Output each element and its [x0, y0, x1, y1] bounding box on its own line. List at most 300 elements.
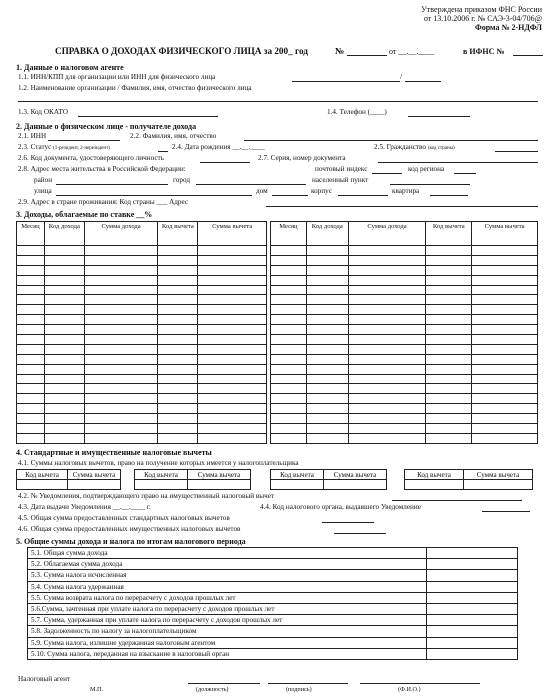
pair-value-cell[interactable] — [464, 480, 533, 490]
table-cell[interactable] — [44, 414, 84, 424]
table-cell[interactable] — [198, 325, 267, 335]
table-cell[interactable] — [348, 344, 426, 354]
table-cell[interactable] — [44, 246, 84, 256]
table-cell[interactable] — [44, 335, 84, 345]
standard-total-field[interactable] — [322, 522, 374, 523]
table-cell[interactable] — [306, 394, 348, 404]
table-cell[interactable] — [472, 275, 538, 285]
table-cell[interactable] — [426, 275, 472, 285]
table-cell[interactable] — [44, 424, 84, 434]
pair-value-cell[interactable] — [188, 480, 251, 490]
table-cell[interactable] — [158, 374, 198, 384]
pair-sum-label: Сумма вычета — [188, 470, 251, 480]
table-cell[interactable] — [426, 335, 472, 345]
table-cell[interactable] — [44, 265, 84, 275]
table-row — [271, 246, 538, 256]
table-cell[interactable] — [306, 305, 348, 315]
table-cell[interactable] — [306, 265, 348, 275]
signature-field[interactable] — [268, 683, 348, 684]
totals-table — [27, 547, 518, 660]
table-cell[interactable] — [271, 433, 307, 443]
totals-row-value[interactable] — [427, 548, 518, 559]
table-cell[interactable] — [17, 433, 45, 443]
table-cell[interactable] — [84, 344, 158, 354]
table-row — [271, 374, 538, 384]
table-cell[interactable] — [158, 315, 198, 325]
table-cell[interactable] — [158, 275, 198, 285]
table-cell[interactable] — [472, 384, 538, 394]
table-cell[interactable] — [306, 384, 348, 394]
table-cell[interactable] — [348, 305, 426, 315]
table-cell[interactable] — [44, 364, 84, 374]
table-cell[interactable] — [348, 335, 426, 345]
table-cell[interactable] — [426, 394, 472, 404]
table-cell[interactable] — [44, 285, 84, 295]
table-cell[interactable] — [84, 433, 158, 443]
table-cell[interactable] — [426, 374, 472, 384]
table-cell[interactable] — [472, 364, 538, 374]
table-cell[interactable] — [348, 295, 426, 305]
table-cell[interactable] — [84, 325, 158, 335]
table-cell[interactable] — [472, 424, 538, 434]
table-cell[interactable] — [472, 295, 538, 305]
table-cell[interactable] — [84, 246, 158, 256]
table-cell[interactable] — [17, 335, 45, 345]
table-cell[interactable] — [84, 394, 158, 404]
table-row — [271, 354, 538, 364]
fio-sign-field[interactable] — [360, 683, 480, 684]
table-cell[interactable] — [472, 374, 538, 384]
table-cell[interactable] — [84, 265, 158, 275]
kpp-field[interactable] — [405, 81, 441, 82]
table-cell[interactable] — [158, 305, 198, 315]
table-cell[interactable] — [426, 404, 472, 414]
table-cell[interactable] — [84, 335, 158, 345]
table-cell[interactable] — [306, 424, 348, 434]
table-cell[interactable] — [306, 255, 348, 265]
table-cell[interactable] — [348, 364, 426, 374]
table-cell[interactable] — [306, 414, 348, 424]
table-cell[interactable] — [306, 335, 348, 345]
line-2-4[interactable]: 2.4. Дата рождения __.__.____ — [172, 143, 265, 151]
table-cell[interactable] — [426, 433, 472, 443]
table-cell[interactable] — [84, 255, 158, 265]
table-row — [28, 626, 518, 637]
table-cell[interactable] — [306, 374, 348, 384]
table-cell[interactable] — [271, 325, 307, 335]
foreign-address-field[interactable] — [266, 206, 538, 207]
pair-value-cell[interactable] — [324, 480, 387, 490]
col-income-sum: Сумма дохода — [84, 222, 158, 246]
position-field[interactable] — [188, 683, 260, 684]
table-cell[interactable] — [271, 285, 307, 295]
table-cell[interactable] — [472, 315, 538, 325]
table-row — [17, 295, 267, 305]
table-cell[interactable] — [271, 404, 307, 414]
table-cell[interactable] — [271, 265, 307, 275]
table-cell[interactable] — [158, 433, 198, 443]
table-cell[interactable] — [348, 414, 426, 424]
line-4-5: 4.5. Общая сумма предоставленных стандартных налоговых вычетов — [18, 514, 230, 522]
table-cell[interactable] — [198, 404, 267, 414]
table-cell[interactable] — [348, 275, 426, 285]
table-cell[interactable] — [198, 295, 267, 305]
table-row — [271, 295, 538, 305]
section5-head: 5. Общие суммы дохода и налога по итогам налогового периода — [16, 537, 246, 546]
table-cell[interactable] — [44, 275, 84, 285]
status-label: 2.3. Статус — [18, 143, 52, 151]
totals-row-value[interactable] — [427, 626, 518, 637]
pair-value-cell[interactable] — [68, 480, 121, 490]
table-cell[interactable] — [426, 265, 472, 275]
flat-label: квартира — [392, 187, 420, 195]
table-cell[interactable] — [348, 374, 426, 384]
totals-row-value[interactable] — [427, 637, 518, 648]
table-cell[interactable] — [44, 315, 84, 325]
table-cell[interactable] — [17, 285, 45, 295]
table-cell[interactable] — [426, 285, 472, 295]
table-row — [405, 480, 533, 490]
table-cell[interactable] — [271, 275, 307, 285]
table-cell[interactable] — [84, 295, 158, 305]
table-cell[interactable] — [348, 384, 426, 394]
table-cell[interactable] — [271, 364, 307, 374]
region-field[interactable] — [454, 173, 476, 174]
table-cell[interactable] — [306, 315, 348, 325]
line-4-6: 4.6. Общая сумма предоставленных имущественных налоговых вычетов — [18, 525, 241, 533]
table-cell[interactable] — [426, 315, 472, 325]
table-cell[interactable] — [198, 354, 267, 364]
person-inn-field[interactable] — [48, 140, 120, 141]
table-cell[interactable] — [271, 305, 307, 315]
table-cell[interactable] — [17, 384, 45, 394]
phone-field[interactable] — [408, 116, 470, 117]
table-cell[interactable] — [17, 424, 45, 434]
table-cell[interactable] — [17, 255, 45, 265]
table-cell[interactable] — [426, 384, 472, 394]
doc-code-field[interactable] — [200, 162, 250, 163]
street-field[interactable] — [56, 195, 252, 196]
line-4-4: 4.4. Код налогового органа, выдавшего Уведомление — [260, 503, 421, 511]
table-cell[interactable] — [271, 344, 307, 354]
district-label: район — [34, 176, 53, 184]
table-row — [135, 480, 251, 490]
totals-row-value[interactable] — [427, 570, 518, 581]
table-cell[interactable] — [348, 394, 426, 404]
pair-code-label: Код вычета — [17, 470, 68, 480]
notice-number-field[interactable] — [392, 500, 522, 501]
table-cell[interactable] — [271, 246, 307, 256]
table-cell[interactable] — [198, 275, 267, 285]
table-cell[interactable] — [158, 404, 198, 414]
table-cell[interactable] — [198, 246, 267, 256]
table-cell[interactable] — [472, 344, 538, 354]
table-cell[interactable] — [472, 325, 538, 335]
table-cell[interactable] — [198, 424, 267, 434]
pair-value-cell[interactable] — [405, 480, 464, 490]
table-cell[interactable] — [44, 255, 84, 265]
table-cell[interactable] — [306, 354, 348, 364]
table-cell[interactable] — [158, 246, 198, 256]
table-cell[interactable] — [17, 246, 45, 256]
table-cell[interactable] — [158, 325, 198, 335]
table-cell[interactable] — [158, 394, 198, 404]
table-cell[interactable] — [426, 325, 472, 335]
table-cell[interactable] — [44, 404, 84, 414]
table-cell[interactable] — [426, 414, 472, 424]
table-cell[interactable] — [348, 424, 426, 434]
pair-value-cell[interactable] — [135, 480, 188, 490]
table-cell[interactable] — [198, 374, 267, 384]
pair-value-cell[interactable] — [271, 480, 324, 490]
table-row — [17, 246, 267, 256]
table-row — [28, 637, 518, 648]
table-cell[interactable] — [198, 384, 267, 394]
table-cell[interactable] — [198, 394, 267, 404]
table-cell[interactable] — [198, 305, 267, 315]
table-cell[interactable] — [426, 354, 472, 364]
table-cell[interactable] — [472, 255, 538, 265]
table-cell[interactable] — [472, 246, 538, 256]
table-cell[interactable] — [44, 394, 84, 404]
table-cell[interactable] — [17, 305, 45, 315]
table-cell[interactable] — [472, 285, 538, 295]
table-cell[interactable] — [271, 335, 307, 345]
table-cell[interactable] — [198, 433, 267, 443]
table-cell[interactable] — [306, 285, 348, 295]
table-cell[interactable] — [84, 285, 158, 295]
doc-number-field[interactable] — [378, 162, 538, 163]
line-2-2: 2.2. Фамилия, имя, отчество — [130, 132, 217, 140]
table-cell[interactable] — [158, 265, 198, 275]
table-cell[interactable] — [158, 295, 198, 305]
inn-field[interactable] — [292, 81, 400, 82]
table-cell[interactable] — [472, 335, 538, 345]
totals-row-value[interactable] — [427, 648, 518, 659]
table-cell[interactable] — [158, 255, 198, 265]
ifns-field[interactable] — [513, 55, 543, 56]
table-cell[interactable] — [348, 255, 426, 265]
table-cell[interactable] — [84, 364, 158, 374]
totals-row-value[interactable] — [427, 603, 518, 614]
table-cell[interactable] — [158, 414, 198, 424]
table-cell[interactable] — [472, 414, 538, 424]
table-cell[interactable] — [271, 394, 307, 404]
table-row — [17, 384, 267, 394]
table-cell[interactable] — [472, 265, 538, 275]
table-cell[interactable] — [44, 433, 84, 443]
col-income-sum: Сумма дохода — [348, 222, 426, 246]
table-cell[interactable] — [271, 295, 307, 305]
table-cell[interactable] — [271, 315, 307, 325]
table-cell[interactable] — [348, 285, 426, 295]
totals-row-label: 5.2. Облагаемая сумма дохода — [28, 559, 427, 570]
table-cell[interactable] — [306, 295, 348, 305]
title-date[interactable]: от __.__.____ — [389, 47, 435, 56]
table-cell[interactable] — [84, 354, 158, 364]
table-cell[interactable] — [426, 424, 472, 434]
table-cell[interactable] — [158, 335, 198, 345]
pair-code-label: Код вычета — [405, 470, 464, 480]
section1-head: 1. Данные о налоговом агенте — [16, 63, 124, 72]
table-cell[interactable] — [426, 255, 472, 265]
table-cell[interactable] — [426, 246, 472, 256]
table-cell[interactable] — [44, 374, 84, 384]
table-cell[interactable] — [348, 315, 426, 325]
table-cell[interactable] — [348, 325, 426, 335]
table-cell[interactable] — [158, 344, 198, 354]
tax-authority-code-field[interactable] — [482, 511, 530, 512]
table-row — [17, 315, 267, 325]
table-cell[interactable] — [44, 344, 84, 354]
pair-sum-label: Сумма вычета — [68, 470, 121, 480]
table-cell[interactable] — [426, 305, 472, 315]
table-cell[interactable] — [306, 344, 348, 354]
table-cell[interactable] — [84, 424, 158, 434]
city-field[interactable] — [196, 184, 306, 185]
table-row — [17, 404, 267, 414]
table-cell[interactable] — [84, 404, 158, 414]
table-cell[interactable] — [472, 354, 538, 364]
col-income-code: Код дохода — [306, 222, 348, 246]
table-cell[interactable] — [198, 315, 267, 325]
totals-row-label: 5.3. Сумма налога исчисленная — [28, 570, 427, 581]
table-cell[interactable] — [158, 424, 198, 434]
table-cell[interactable] — [84, 305, 158, 315]
table-cell[interactable] — [306, 364, 348, 374]
footer-signature: (подпись) — [286, 686, 312, 693]
table-cell[interactable] — [348, 433, 426, 443]
city-label: город — [173, 176, 190, 184]
table-cell[interactable] — [271, 424, 307, 434]
table-cell[interactable] — [348, 354, 426, 364]
line-4-3[interactable]: 4.3. Дата выдачи Уведомления __.__.____ г. — [18, 503, 151, 511]
table-cell[interactable] — [348, 404, 426, 414]
table-cell[interactable] — [271, 384, 307, 394]
table-cell[interactable] — [17, 354, 45, 364]
table-cell[interactable] — [472, 433, 538, 443]
table-cell[interactable] — [472, 394, 538, 404]
table-cell[interactable] — [17, 374, 45, 384]
postal-field[interactable] — [372, 173, 402, 174]
table-cell[interactable] — [17, 394, 45, 404]
table-cell[interactable] — [271, 255, 307, 265]
table-cell[interactable] — [348, 265, 426, 275]
property-total-field[interactable] — [334, 533, 386, 534]
org-name-field[interactable] — [18, 101, 538, 102]
title-number-field[interactable] — [347, 55, 387, 56]
table-cell[interactable] — [17, 414, 45, 424]
deduction-pair-table — [404, 469, 533, 490]
totals-row-value[interactable] — [427, 581, 518, 592]
fio-field[interactable] — [244, 140, 538, 141]
table-cell[interactable] — [158, 354, 198, 364]
table-cell[interactable] — [426, 364, 472, 374]
totals-row-label: 5.5. Сумма возврата налога по перерасчету с доходов прошлых лет — [28, 592, 427, 603]
table-cell[interactable] — [17, 404, 45, 414]
table-cell[interactable] — [44, 354, 84, 364]
section2-head: 2. Данные о физическом лице - получателе дохода — [16, 122, 197, 131]
table-cell[interactable] — [198, 364, 267, 374]
table-cell[interactable] — [84, 374, 158, 384]
table-cell[interactable] — [271, 414, 307, 424]
flat-field[interactable] — [430, 195, 468, 196]
table-cell[interactable] — [306, 275, 348, 285]
house-field[interactable] — [272, 195, 308, 196]
table-cell[interactable] — [271, 374, 307, 384]
table-cell[interactable] — [44, 305, 84, 315]
table-cell[interactable] — [426, 344, 472, 354]
building-field[interactable] — [338, 195, 388, 196]
totals-row-value[interactable] — [427, 615, 518, 626]
citizenship-field[interactable] — [495, 151, 538, 152]
table-cell[interactable] — [44, 325, 84, 335]
table-cell[interactable] — [198, 265, 267, 275]
table-cell[interactable] — [158, 285, 198, 295]
table-cell[interactable] — [198, 285, 267, 295]
col-deduction-code: Код вычета — [426, 222, 472, 246]
table-row — [271, 470, 387, 480]
locality-field[interactable] — [390, 184, 470, 185]
table-cell[interactable] — [472, 305, 538, 315]
table-cell[interactable] — [17, 364, 45, 374]
table-cell[interactable] — [44, 295, 84, 305]
totals-row-value[interactable] — [427, 592, 518, 603]
table-cell[interactable] — [17, 295, 45, 305]
table-cell[interactable] — [472, 404, 538, 414]
okato-field[interactable] — [78, 116, 218, 117]
line-1-3: 1.3. Код ОКАТО — [18, 108, 68, 116]
table-cell[interactable] — [84, 414, 158, 424]
status-field[interactable] — [158, 151, 168, 152]
table-cell[interactable] — [271, 354, 307, 364]
footer-position: (должность) — [196, 686, 229, 693]
table-cell[interactable] — [198, 414, 267, 424]
table-cell[interactable] — [158, 384, 198, 394]
table-cell[interactable] — [306, 433, 348, 443]
district-field[interactable] — [56, 184, 168, 185]
table-cell[interactable] — [306, 404, 348, 414]
table-cell[interactable] — [17, 275, 45, 285]
totals-row-value[interactable] — [427, 559, 518, 570]
table-cell[interactable] — [426, 295, 472, 305]
table-cell[interactable] — [348, 246, 426, 256]
table-cell[interactable] — [17, 344, 45, 354]
table-cell[interactable] — [17, 265, 45, 275]
table-row — [271, 394, 538, 404]
table-cell[interactable] — [198, 335, 267, 345]
table-cell[interactable] — [198, 255, 267, 265]
table-row — [17, 354, 267, 364]
table-row — [271, 364, 538, 374]
table-cell[interactable] — [44, 384, 84, 394]
table-cell[interactable] — [84, 315, 158, 325]
citizenship-note: (код страны) — [427, 146, 455, 151]
table-cell[interactable] — [84, 384, 158, 394]
table-cell[interactable] — [17, 315, 45, 325]
table-row — [17, 470, 121, 480]
table-cell[interactable] — [306, 325, 348, 335]
table-cell[interactable] — [158, 364, 198, 374]
pair-value-cell[interactable] — [17, 480, 68, 490]
table-row — [271, 424, 538, 434]
table-cell[interactable] — [84, 275, 158, 285]
table-cell[interactable] — [17, 325, 45, 335]
title-ifns: в ИФНС № — [463, 47, 505, 56]
table-cell[interactable] — [198, 344, 267, 354]
table-row — [271, 315, 538, 325]
table-cell[interactable] — [306, 246, 348, 256]
